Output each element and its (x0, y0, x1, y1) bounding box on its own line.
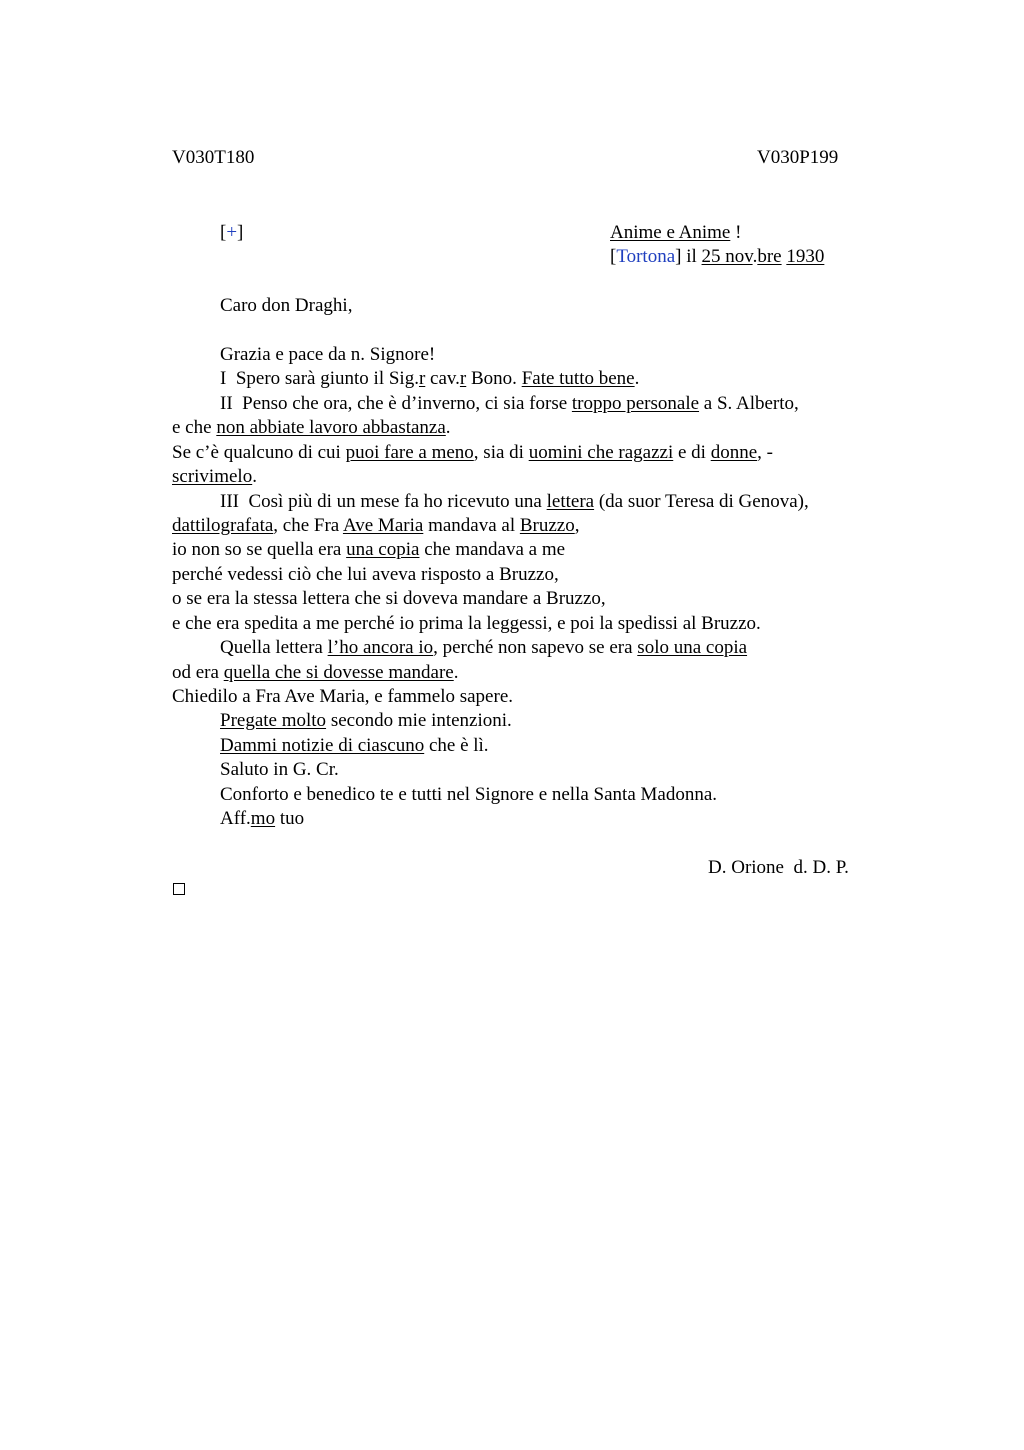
body-line-18: Saluto in G. Cr. (220, 759, 339, 780)
text-run: che mandava a me (419, 539, 566, 560)
signature: D. Orione d. D. P. (708, 857, 849, 878)
body-line-16 (220, 709, 512, 733)
text-run: Aff. (220, 808, 251, 829)
date-month: bre (757, 246, 782, 267)
body-line-15: Chiedilo a Fra Ave Maria, e fammelo sapere. (172, 686, 513, 707)
text-run: I Spero sarà giunto il Sig. (220, 368, 419, 389)
body-line-2 (220, 367, 639, 391)
body-line-5 (172, 441, 773, 465)
body-line-6 (172, 465, 257, 489)
text-run: a S. Alberto, (699, 393, 799, 414)
text-run: , - (757, 442, 773, 463)
text-run: od era (172, 662, 224, 683)
text-run: cav. (425, 368, 460, 389)
place-bracket-close: ] (675, 246, 682, 267)
text-run: Quella lettera (220, 637, 328, 658)
text-run: (da suor Teresa di Genova), (594, 491, 809, 512)
underlined-text: dattilografata (172, 515, 274, 536)
text-run: mandava al (423, 515, 520, 536)
cross-symbol: + (226, 222, 238, 243)
underlined-text: quella che si dovesse mandare (223, 662, 454, 683)
underlined-text: l’ho ancora io (327, 637, 434, 658)
underlined-text: Pregate molto (220, 710, 327, 731)
body-line-11: o se era la stessa lettera che si doveva mandare a Bruzzo, (172, 588, 606, 609)
body-line-3 (220, 392, 799, 416)
date-il: il (681, 246, 702, 267)
text-run: secondo mie intenzioni. (326, 710, 512, 731)
body-line-9 (172, 538, 565, 562)
body-line-7 (220, 490, 809, 514)
underlined-text: lettera (546, 491, 595, 512)
text-run: II Penso che ora, che è d’inverno, ci sia forse (220, 393, 572, 414)
text-run: . (453, 662, 459, 683)
place-name: Tortona (616, 246, 676, 267)
body-line-10: perché vedessi ciò che lui aveva risposto a Bruzzo, (172, 564, 559, 585)
text-run: tuo (275, 808, 305, 829)
letter-title (610, 221, 741, 245)
text-run: e di (673, 442, 711, 463)
underlined-text: troppo personale (571, 393, 700, 414)
cross-bracket-close: ] (237, 222, 244, 243)
cross-mark (220, 221, 243, 245)
place-bracket-open: [ (610, 246, 617, 267)
underlined-text: Ave Maria (342, 515, 424, 536)
text-run: , sia di (473, 442, 529, 463)
body-line-8 (172, 514, 579, 538)
underlined-text: donne (710, 442, 758, 463)
underlined-text: mo (250, 808, 276, 829)
body-line-4 (172, 416, 451, 440)
text-run: , (574, 515, 580, 536)
salutation: Caro don Draghi, (220, 295, 353, 316)
body-line-1: Grazia e pace da n. Signore! (220, 344, 436, 365)
underlined-text: scrivimelo (172, 466, 253, 487)
underlined-text: non abbiate lavoro abbastanza (216, 417, 446, 438)
date-day: 25 nov (701, 246, 753, 267)
text-run: Se c’è qualcuno di cui (172, 442, 346, 463)
date-dot: . (752, 246, 758, 267)
header-left-code: V030T180 (172, 147, 255, 168)
body-line-17 (220, 734, 489, 758)
body-line-12: e che era spedita a me perché io prima la leggessi, e poi la spedissi al Bruzzo. (172, 613, 761, 634)
underlined-text: uomini che ragazzi (528, 442, 674, 463)
text-run: III Così più di un mese fa ho ricevuto una (220, 491, 547, 512)
text-run: e che (172, 417, 217, 438)
end-box-icon (173, 883, 185, 895)
text-run: Bono. (466, 368, 522, 389)
underlined-text: Dammi notizie di ciascuno (220, 735, 425, 756)
letter-place-date (610, 245, 824, 269)
body-line-20 (220, 807, 304, 831)
text-run: io non so se quella era (172, 539, 347, 560)
underlined-text: solo una copia (637, 637, 748, 658)
date-year: 1930 (786, 246, 825, 267)
title-text: Anime e Anime (610, 222, 731, 243)
underlined-text: una copia (346, 539, 420, 560)
underlined-text: Bruzzo (519, 515, 575, 536)
header-right-code: V030P199 (757, 147, 839, 168)
body-line-13 (220, 636, 747, 660)
title-mark: ! (730, 222, 742, 243)
underlined-text: puoi fare a meno (345, 442, 474, 463)
body-line-19: Conforto e benedico te e tutti nel Signore e nella Santa Madonna. (220, 784, 718, 805)
underlined-text: r (418, 368, 426, 389)
underlined-text: r (459, 368, 467, 389)
text-run: , che Fra (273, 515, 343, 536)
text-run: . (445, 417, 451, 438)
text-run: che è lì. (424, 735, 489, 756)
text-run: , perché non sapevo se era (433, 637, 638, 658)
body-line-14 (172, 661, 458, 685)
underlined-text: Fate tutto bene (521, 368, 635, 389)
cross-bracket-open: [ (220, 222, 227, 243)
text-run: . (252, 466, 257, 487)
text-run: . (634, 368, 640, 389)
